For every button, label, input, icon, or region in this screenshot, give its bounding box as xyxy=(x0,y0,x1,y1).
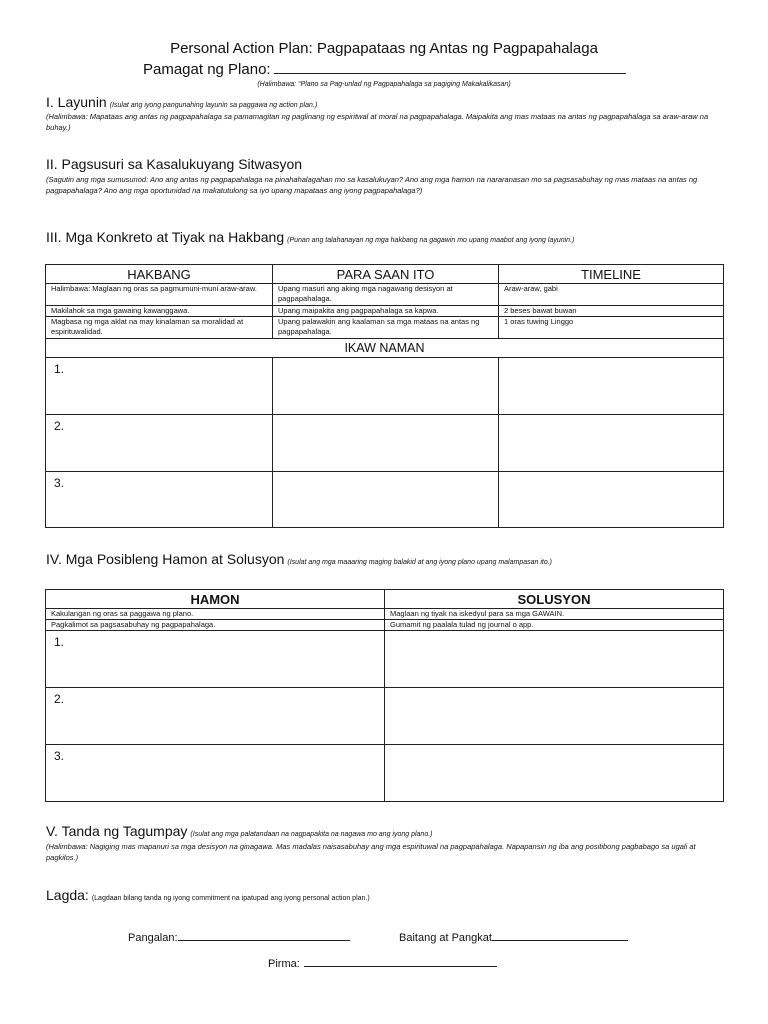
hakbang-input-cell[interactable] xyxy=(46,358,273,415)
layunin-title: I. Layunin xyxy=(46,94,107,110)
hamon-input-cell[interactable] xyxy=(46,745,385,802)
hakbang-table xyxy=(45,264,724,528)
hakbang-example-cell: 2 beses bawat buwan xyxy=(499,306,724,317)
hakbang-header-row xyxy=(46,265,724,284)
baitang-blank[interactable] xyxy=(492,930,628,941)
hamon-table xyxy=(45,589,724,802)
hakbang-example-cell: Upang masuri ang aking mga nagawang desisyon at pagpapahalaga. xyxy=(273,284,499,306)
ikaw-naman-row xyxy=(46,339,724,358)
baitang-field xyxy=(399,930,628,944)
hakbang-example-cell: Makilahok sa mga gawaing kawanggawa. xyxy=(46,306,273,317)
row-number: 3. xyxy=(54,749,65,763)
para-saan-input-cell[interactable] xyxy=(273,415,499,472)
col-para-saan-ito: PARA SAAN ITO xyxy=(273,265,499,284)
row-number: 3. xyxy=(54,476,65,490)
hakbang-example-cell: Araw-araw, gabi xyxy=(499,284,724,306)
hakbang-note: (Punan ang talahanayan ng mga hakbang na gagawin mo upang maabot ang iyong layunin.) xyxy=(287,237,575,244)
pirma-label: Pirma: xyxy=(268,958,300,970)
hamon-input-cell[interactable] xyxy=(46,631,385,688)
lagda-heading xyxy=(46,887,370,903)
plan-title-blank[interactable] xyxy=(274,61,626,74)
section-layunin-heading xyxy=(46,94,317,110)
tagumpay-note: (Isulat ang mga palatandaan na nagpapakita na nagawa mo ang iyong plano.) xyxy=(190,831,433,838)
hakbang-input-cell[interactable] xyxy=(46,472,273,528)
solusyon-input-cell[interactable] xyxy=(385,745,724,802)
pangalan-label: Pangalan: xyxy=(128,932,178,944)
para-saan-input-cell[interactable] xyxy=(273,472,499,528)
timeline-input-cell[interactable] xyxy=(499,472,724,528)
pangalan-field xyxy=(128,930,350,944)
hakbang-input-row xyxy=(46,415,724,472)
timeline-input-cell[interactable] xyxy=(499,358,724,415)
hakbang-example-cell: Magbasa ng mga aklat na may kinalaman sa moralidad at espirituwalidad. xyxy=(46,317,273,339)
pirma-blank[interactable] xyxy=(304,956,497,967)
hakbang-example-row xyxy=(46,306,724,317)
plan-title-label: Pamagat ng Plano: xyxy=(143,61,271,78)
hamon-input-row xyxy=(46,631,724,688)
hamon-example-row xyxy=(46,609,724,620)
section-hakbang-heading xyxy=(46,229,574,245)
hakbang-example-row xyxy=(46,317,724,339)
hamon-title: IV. Mga Posibleng Hamon at Solusyon xyxy=(46,551,285,567)
tagumpay-title: V. Tanda ng Tagumpay xyxy=(46,823,188,839)
plan-title-field xyxy=(143,61,626,78)
col-hakbang: HAKBANG xyxy=(46,265,273,284)
hakbang-input-row xyxy=(46,358,724,415)
col-hamon: HAMON xyxy=(46,590,385,609)
timeline-input-cell[interactable] xyxy=(499,415,724,472)
solusyon-input-cell[interactable] xyxy=(385,631,724,688)
section-hamon-heading xyxy=(46,551,552,567)
hakbang-example-row xyxy=(46,284,724,306)
row-number: 2. xyxy=(54,692,65,706)
lagda-label: Lagda: xyxy=(46,887,89,903)
pagsusuri-title: II. Pagsusuri sa Kasalukuyang Sitwasyon xyxy=(46,156,303,172)
col-solusyon: SOLUSYON xyxy=(385,590,724,609)
col-timeline: TIMELINE xyxy=(499,265,724,284)
pagsusuri-example: (Sagutin ang mga sumusunod: Ano ang antas ng pagpapahalaga na pinahahalagahan mo sa kasalukuyan? Ano ang mga hamon na nararanasan mo sa pagsasabuhay ng mas mataas na antas ng pagpapahalaga? Ano ang mga oportunidad na makatutulong sa iyo upang mapataas ang iyong pagpapahalaga?) xyxy=(46,175,698,195)
layunin-example: (Halimbawa: Mapataas ang antas ng pagpapahalaga sa pamamagitan ng paglinang ng espiritwal at moral na pagpapahalaga. Maipakita ang mas mataas na antas ng pagpapahalaga sa araw-araw na buhay.) xyxy=(46,112,709,132)
hakbang-input-row xyxy=(46,472,724,528)
hamon-header-row xyxy=(46,590,724,609)
hamon-input-row xyxy=(46,745,724,802)
para-saan-input-cell[interactable] xyxy=(273,358,499,415)
hakbang-example-cell: 1 oras tuwing Linggo xyxy=(499,317,724,339)
row-number: 1. xyxy=(54,635,65,649)
page-title: Personal Action Plan: Pagpapataas ng Antas ng Pagpapahalaga xyxy=(170,40,598,57)
baitang-label: Baitang at Pangkat xyxy=(399,932,492,944)
hamon-input-cell[interactable] xyxy=(46,688,385,745)
hakbang-example-cell: Upang palawakin ang kaalaman sa mga mataas na antas ng pagpapahalaga. xyxy=(273,317,499,339)
plan-title-example: (Halimbawa: “Plano sa Pag-unlad ng Pagpapahalaga sa pagiging Makakalikasan) xyxy=(257,81,511,88)
hamon-note: (Isulat ang mga maaaring maging balakid at ang iyong plano upang malampasan ito.) xyxy=(287,559,553,566)
section-tagumpay-heading xyxy=(46,823,433,839)
pangalan-blank[interactable] xyxy=(178,930,350,941)
solusyon-example-cell: Gumamit ng paalala tulad ng journal o app. xyxy=(385,620,724,631)
solusyon-example-cell: Maglaan ng tiyak na iskedyul para sa mga GAWAIN. xyxy=(385,609,724,620)
ikaw-naman-label: IKAW NAMAN xyxy=(46,339,724,358)
lagda-note: (Lagdaan bilang tanda ng iyong commitment na ipatupad ang iyong personal action plan.) xyxy=(91,895,370,902)
hakbang-input-cell[interactable] xyxy=(46,415,273,472)
hakbang-example-cell: Upang maipakita ang pagpapahalaga sa kapwa. xyxy=(273,306,499,317)
hakbang-example-cell: Halimbawa: Maglaan ng oras sa pagmumuni-muni araw-araw. xyxy=(46,284,273,306)
layunin-note: (Isulat ang iyong pangunahing layunin sa paggawa ng action plan.) xyxy=(109,102,318,109)
solusyon-input-cell[interactable] xyxy=(385,688,724,745)
hamon-example-cell: Kakulangan ng oras sa paggawa ng plano. xyxy=(46,609,385,620)
hamon-example-cell: Pagkalimot sa pagsasabuhay ng pagpapahalaga. xyxy=(46,620,385,631)
hamon-example-row xyxy=(46,620,724,631)
tagumpay-example: (Halimbawa: Nagiging mas mapanuri sa mga desisyon na ginagawa. Mas madalas naisasabuhay ang mga espirituwal na pagpapahalaga. Napapansin ng iba ang positibong pagbabago sa ugali at pagkilos.) xyxy=(46,842,696,862)
hamon-input-row xyxy=(46,688,724,745)
pirma-field xyxy=(268,956,497,970)
row-number: 2. xyxy=(54,419,65,433)
hakbang-title: III. Mga Konkreto at Tiyak na Hakbang xyxy=(46,229,285,245)
row-number: 1. xyxy=(54,362,65,376)
section-pagsusuri-heading xyxy=(46,156,302,172)
